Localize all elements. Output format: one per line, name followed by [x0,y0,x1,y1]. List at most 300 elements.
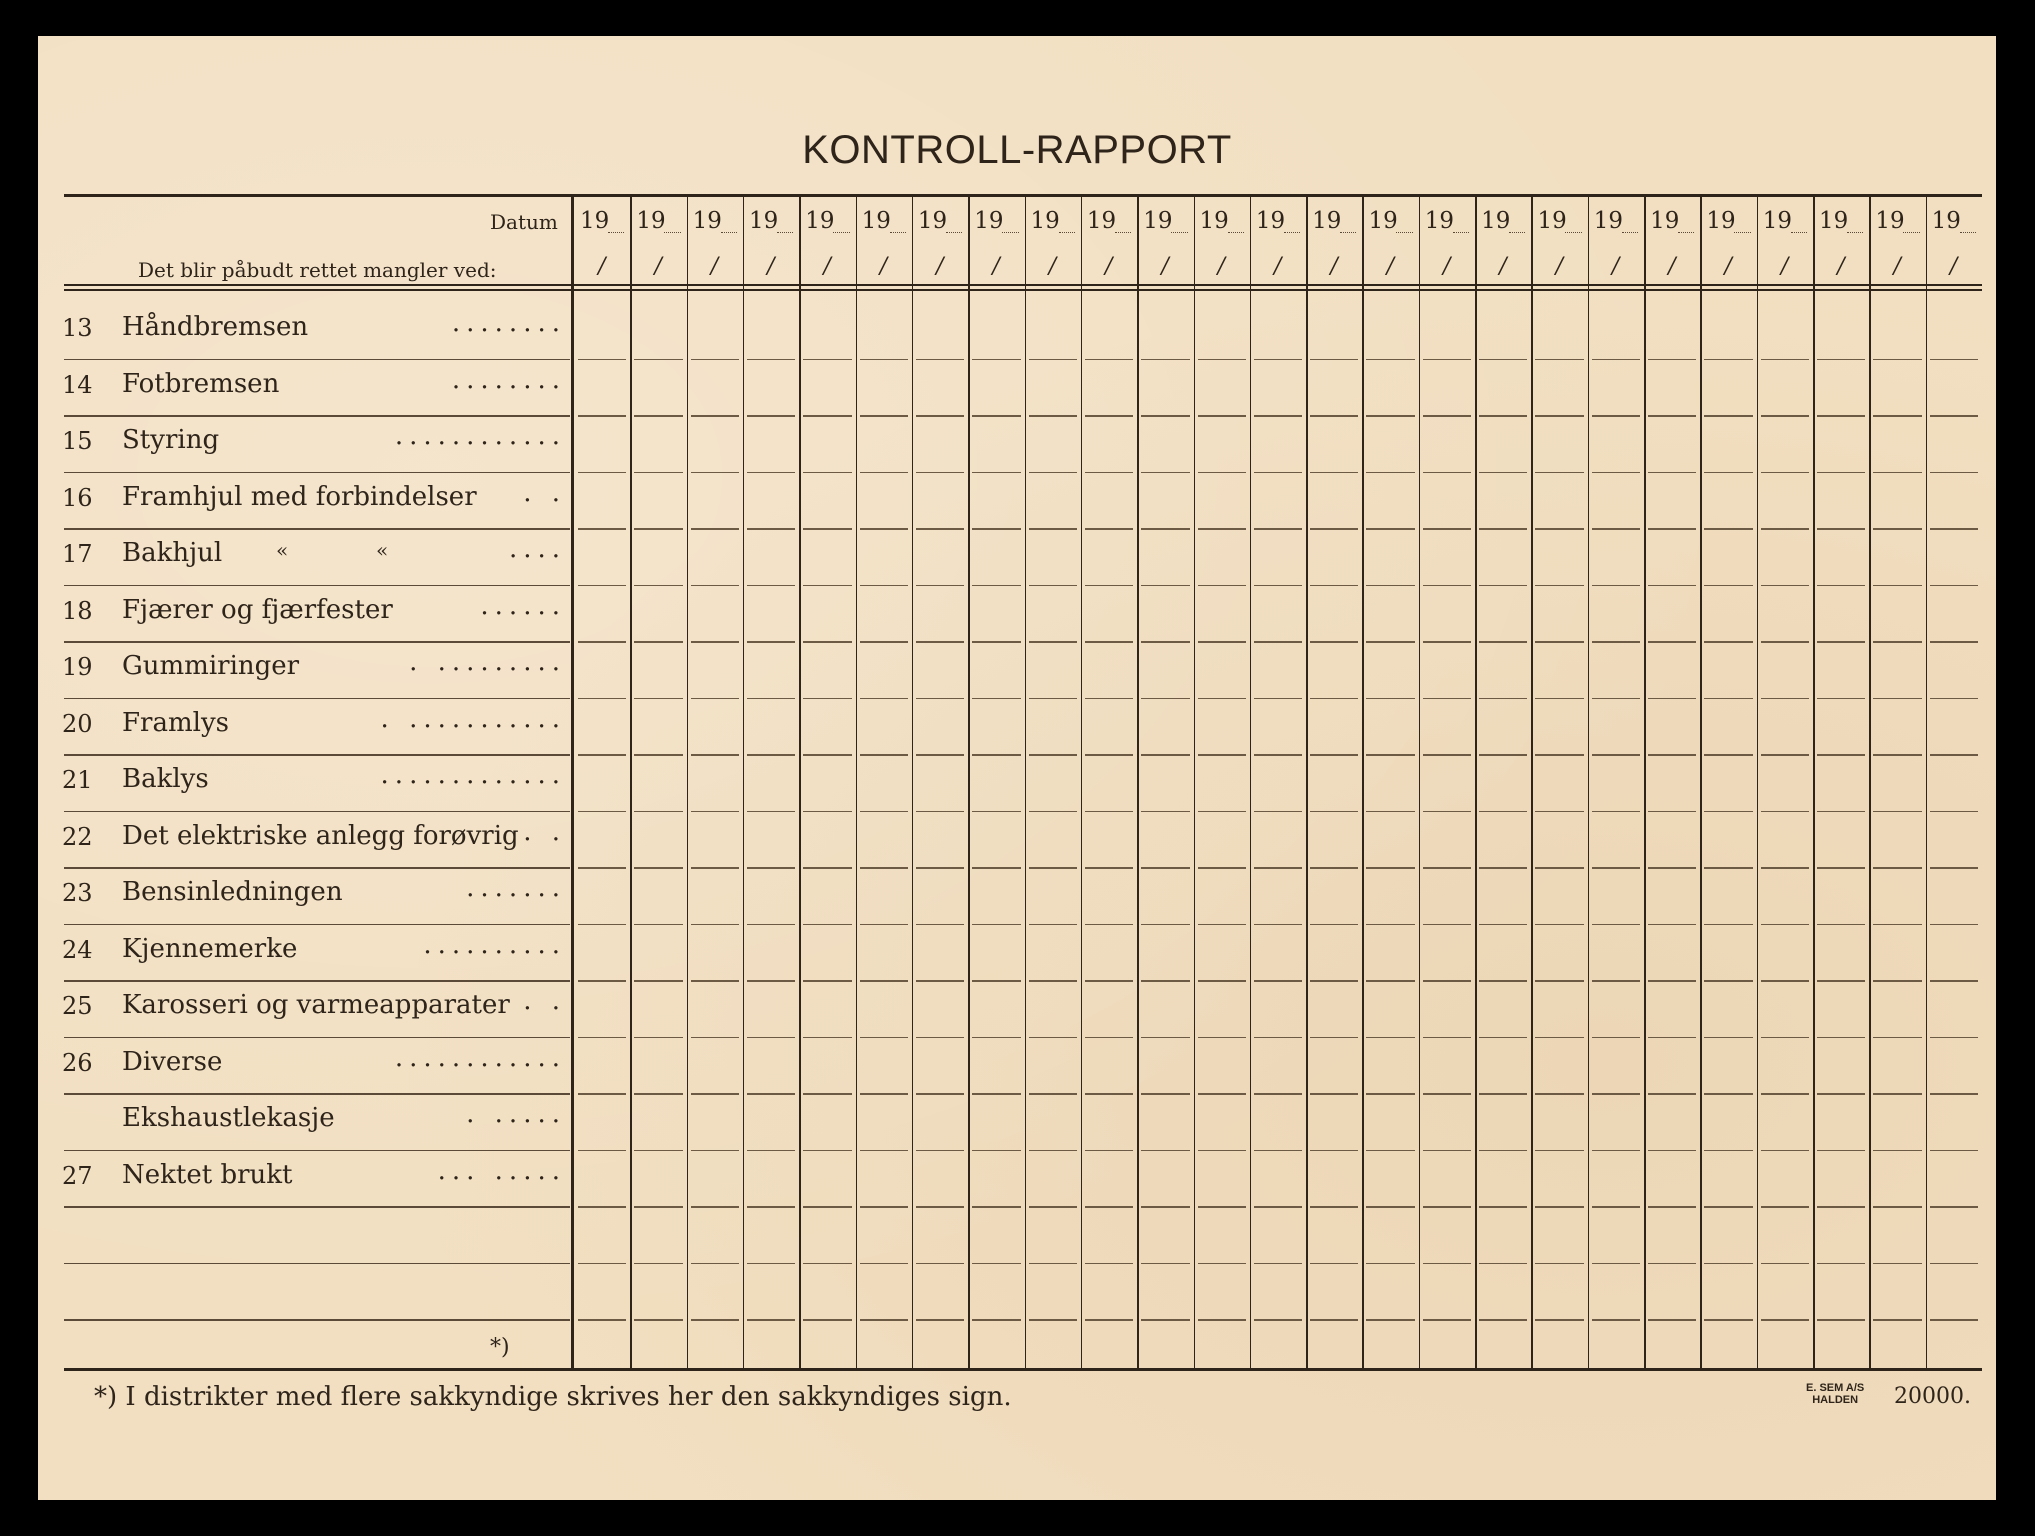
cell-rule [1198,811,1246,813]
cell-rule [634,1263,682,1265]
cell-rule [1930,1319,1978,1321]
cell-rule [1479,528,1527,530]
row-label: Bakhjul [122,538,223,568]
year-blank[interactable] [833,232,849,233]
top-rule [64,194,1982,197]
year-blank[interactable] [1171,232,1187,233]
cell-rule [972,754,1020,756]
cell-rule [1930,359,1978,361]
cell-rule [1479,698,1527,700]
cell-rule [972,1206,1020,1208]
cell-rule [1029,528,1077,530]
cell-rule [1141,359,1189,361]
year-prefix: 19 [580,208,610,234]
cell-rule [1423,472,1471,474]
cell-rule [634,698,682,700]
cell-rule [747,585,795,587]
cell-rule [747,924,795,926]
cell-rule [1479,1037,1527,1039]
cell-rule [1423,585,1471,587]
date-column-divider [1813,196,1815,1368]
cell-rule [1310,1093,1358,1095]
cell-rule [691,528,739,530]
row-number: 15 [62,427,93,455]
cell-rule [1817,867,1865,869]
year-blank[interactable] [1565,232,1581,233]
cell-rule [1479,1263,1527,1265]
cell-rule [1930,1150,1978,1152]
year-blank[interactable] [1059,232,1075,233]
row-label: Det elektriske anlegg forøvrig [122,820,519,851]
cell-rule [1479,1206,1527,1208]
year-prefix: 19 [636,208,666,234]
date-column-divider [1588,196,1590,1368]
cell-rule [1198,1037,1246,1039]
cell-rule [1592,867,1640,869]
leader-dots: . . [523,986,566,1016]
cell-rule [578,867,626,869]
cell-rule [860,980,908,982]
cell-rule [1085,415,1133,417]
cell-rule [1254,811,1302,813]
cell-rule [1761,585,1809,587]
cell-rule [1930,472,1978,474]
cell-rule [1366,359,1414,361]
cell-rule [1930,641,1978,643]
cell-rule [1423,359,1471,361]
date-separator: / [1499,254,1507,279]
cell-rule [1198,754,1246,756]
cell-rule [1648,754,1696,756]
cell-rule [578,585,626,587]
cell-rule [1423,1319,1471,1321]
cell-rule [1535,867,1583,869]
cell-rule [860,754,908,756]
cell-rule [691,472,739,474]
year-prefix: 19 [1199,208,1229,234]
cell-rule [578,641,626,643]
year-prefix: 19 [1875,208,1905,234]
cell-rule [691,811,739,813]
cell-rule [1029,1319,1077,1321]
year-prefix: 19 [1819,208,1849,234]
year-prefix: 19 [692,208,722,234]
cell-rule [1029,1037,1077,1039]
cell-rule [1310,641,1358,643]
cell-rule [634,585,682,587]
cell-rule [1704,924,1752,926]
cell-rule [1366,641,1414,643]
cell-rule [634,754,682,756]
cell-rule [634,359,682,361]
cell-rule [1817,811,1865,813]
cell-rule [1930,811,1978,813]
cell-rule [1254,1150,1302,1152]
cell-rule [1254,754,1302,756]
date-column-divider [1419,196,1421,1368]
cell-rule [1366,1093,1414,1095]
date-separator: / [879,254,888,279]
cell-rule [1366,472,1414,474]
cell-rule [1930,980,1978,982]
cell-rule [1761,1263,1809,1265]
cell-rule [1873,585,1921,587]
cell-rule [1310,867,1358,869]
cell-rule [1141,415,1189,417]
year-blank[interactable] [1396,232,1412,233]
cell-rule [1479,811,1527,813]
cell-rule [1310,754,1358,756]
cell-rule [1479,415,1527,417]
year-prefix: 19 [861,208,891,234]
cell-rule [1254,924,1302,926]
date-column-divider [1644,196,1646,1368]
cell-rule [1141,1263,1189,1265]
cell-rule [803,924,851,926]
row-rule [64,585,570,587]
cell-rule [1873,924,1921,926]
cell-rule [1198,924,1246,926]
date-separator: / [767,254,775,279]
cell-rule [1029,754,1077,756]
cell-rule [1141,754,1189,756]
cell-rule [634,1037,682,1039]
cell-rule [1817,924,1865,926]
label-column-divider [571,196,574,1368]
cell-rule [1761,641,1809,643]
date-separator: / [1949,254,1958,279]
cell-rule [1592,1206,1640,1208]
cell-rule [1817,1263,1865,1265]
leader-dots: ...... [480,590,566,621]
cell-rule [1704,980,1752,982]
row-rule [64,1319,570,1321]
cell-rule [1761,415,1809,417]
cell-rule [972,359,1020,361]
cell-rule [1479,1150,1527,1152]
leader-dots: ............ [394,1042,566,1073]
cell-rule [916,811,964,813]
year-prefix: 19 [1424,208,1455,234]
year-prefix: 19 [1030,208,1060,234]
cell-rule [578,1319,626,1321]
cell-rule [1029,924,1077,926]
cell-rule [1029,1093,1077,1095]
cell-rule [916,359,964,361]
cell-rule [691,359,739,361]
cell-rule [860,641,908,643]
cell-rule [1141,585,1189,587]
cell-rule [1141,980,1189,982]
year-blank[interactable] [1847,232,1863,233]
cell-rule [803,867,851,869]
cell-rule [972,1093,1020,1095]
cell-rule [1085,924,1133,926]
cell-rule [860,1093,908,1095]
year-prefix: 19 [1537,208,1567,234]
year-prefix: 19 [1086,208,1117,234]
year-blank[interactable] [1678,232,1694,233]
cell-rule [1085,528,1133,530]
leader-dots: ........ [451,308,566,338]
year-blank[interactable] [777,232,793,233]
leader-dots: ........ [451,364,566,395]
cell-rule [578,924,626,926]
cell-rule [1873,867,1921,869]
year-blank[interactable] [721,232,737,233]
cell-rule [1141,811,1189,813]
date-separator: / [1330,254,1338,279]
year-blank[interactable] [1340,232,1356,233]
footnote: *) I distrikter med flere sakkyndige skrives her den sakkyndiges sign. [94,1382,1012,1412]
row-label: *) [490,1335,510,1360]
cell-rule [691,698,739,700]
cell-rule [747,1037,795,1039]
cell-rule [1817,1150,1865,1152]
row-number: 21 [62,766,93,794]
date-column-divider [1869,196,1871,1368]
cell-rule [1592,472,1640,474]
bottom-rule [64,1368,1982,1371]
cell-rule [1310,1150,1358,1152]
cell-rule [1029,472,1077,474]
cell-rule [1141,1206,1189,1208]
cell-rule [860,1263,908,1265]
cell-rule [1761,867,1809,869]
cell-rule [803,698,851,700]
cell-rule [1535,1037,1583,1039]
cell-rule [1930,528,1978,530]
date-separator: / [1780,254,1789,279]
row-rule [64,924,570,926]
year-blank[interactable] [664,232,680,233]
cell-rule [578,754,626,756]
cell-rule [1479,980,1527,982]
row-label: Baklys [122,764,209,794]
cell-rule [803,359,851,361]
cell-rule [634,1206,682,1208]
row-number: 17 [62,540,93,568]
cell-rule [1535,1263,1583,1265]
cell-rule [916,1206,964,1208]
row-rule [64,1263,570,1265]
cell-rule [1310,1263,1358,1265]
cell-rule [1930,1206,1978,1208]
cell-rule [1704,528,1752,530]
cell-rule [634,1319,682,1321]
year-prefix: 19 [748,208,779,234]
cell-rule [1366,924,1414,926]
cell-rule [1761,1093,1809,1095]
cell-rule [1479,1319,1527,1321]
cell-rule [1761,811,1809,813]
date-separator: / [1105,254,1113,279]
cell-rule [691,1263,739,1265]
cell-rule [1366,698,1414,700]
cell-rule [1648,528,1696,530]
year-blank[interactable] [1002,232,1018,233]
cell-rule [1085,641,1133,643]
cell-rule [1366,811,1414,813]
cell-rule [1592,415,1640,417]
cell-rule [1873,1093,1921,1095]
cell-rule [747,1093,795,1095]
cell-rule [1310,1206,1358,1208]
date-column-divider [1250,196,1252,1368]
cell-rule [1366,1150,1414,1152]
year-blank[interactable] [1228,232,1244,233]
cell-rule [1648,359,1696,361]
cell-rule [1366,1263,1414,1265]
cell-rule [860,472,908,474]
cell-rule [1704,415,1752,417]
cell-rule [1648,1263,1696,1265]
cell-rule [1704,641,1752,643]
date-column-divider [968,196,970,1368]
cell-rule [1366,1037,1414,1039]
cell-rule [972,867,1020,869]
row-number: 24 [62,935,93,964]
cell-rule [972,585,1020,587]
cell-rule [1085,1263,1133,1265]
cell-rule [803,1319,851,1321]
year-prefix: 19 [1931,208,1961,234]
cell-rule [691,924,739,926]
cell-rule [1592,641,1640,643]
cell-rule [1423,1037,1471,1039]
cell-rule [634,528,682,530]
date-separator: / [1893,254,1901,279]
cell-rule [916,641,964,643]
cell-rule [1423,924,1471,926]
cell-rule [1254,359,1302,361]
cell-rule [1198,585,1246,587]
cell-rule [634,415,682,417]
cell-rule [803,472,851,474]
cell-rule [916,1263,964,1265]
year-blank[interactable] [890,232,906,233]
year-blank[interactable] [1734,232,1750,233]
cell-rule [1310,359,1358,361]
row-rule [64,641,570,643]
cell-rule [1817,415,1865,417]
cell-rule [578,359,626,361]
cell-rule [1817,1206,1865,1208]
cell-rule [1254,698,1302,700]
cell-rule [1254,980,1302,982]
cell-rule [1029,867,1077,869]
year-prefix: 19 [1593,208,1624,234]
row-number: 27 [62,1161,93,1190]
year-blank[interactable] [1903,232,1919,233]
cell-rule [1085,867,1133,869]
cell-rule [1310,415,1358,417]
cell-rule [1198,698,1246,700]
cell-rule [1592,698,1640,700]
row-rule [64,1150,570,1152]
cell-rule [747,867,795,869]
cell-rule [1423,1150,1471,1152]
cell-rule [1423,1093,1471,1095]
date-column-divider [1926,196,1928,1368]
leader-dots: .... [508,534,566,564]
cell-rule [1254,415,1302,417]
cell-rule [1817,472,1865,474]
cell-rule [1930,1037,1978,1039]
cell-rule [634,641,682,643]
cell-rule [634,980,682,982]
cell-rule [747,1150,795,1152]
ditto-mark: « [376,538,389,562]
cell-rule [578,698,626,700]
cell-rule [1704,1263,1752,1265]
date-column-divider [1306,196,1308,1368]
date-column-divider [1531,196,1533,1368]
cell-rule [1648,1037,1696,1039]
cell-rule [860,1150,908,1152]
cell-rule [1029,641,1077,643]
cell-rule [747,1263,795,1265]
date-column-divider [1700,196,1702,1368]
year-blank[interactable] [1791,232,1807,233]
cell-rule [1535,585,1583,587]
cell-rule [1873,359,1921,361]
year-blank[interactable] [1115,232,1131,233]
cell-rule [1085,698,1133,700]
header-rule-1 [64,284,1982,286]
year-blank[interactable] [608,232,624,233]
leader-dots: . ........... [380,703,566,734]
cell-rule [1648,867,1696,869]
printer-line-1: E. SEM A/S [1806,1382,1865,1394]
date-separator: / [1386,254,1395,279]
cell-rule [1254,1093,1302,1095]
cell-rule [1873,811,1921,813]
cell-rule [972,1263,1020,1265]
row-rule [64,1206,570,1208]
year-blank[interactable] [1284,232,1300,233]
cell-rule [1198,641,1246,643]
cell-rule [1141,1319,1189,1321]
date-separator: / [1555,254,1564,279]
date-separator: / [1611,254,1620,279]
year-blank[interactable] [1453,232,1469,233]
cell-rule [916,585,964,587]
year-blank[interactable] [946,232,962,233]
cell-rule [691,1093,739,1095]
year-blank[interactable] [1960,232,1976,233]
cell-rule [916,867,964,869]
cell-rule [803,1206,851,1208]
cell-rule [1648,415,1696,417]
row-rule [64,811,570,813]
cell-rule [1761,698,1809,700]
printer-mark [1806,1382,1864,1406]
cell-rule [972,1037,1020,1039]
cell-rule [1648,1319,1696,1321]
cell-rule [1873,1037,1921,1039]
year-blank[interactable] [1509,232,1525,233]
cell-rule [1198,1319,1246,1321]
row-rule [64,359,570,361]
year-blank[interactable] [1622,232,1638,233]
cell-rule [972,1150,1020,1152]
cell-rule [1423,811,1471,813]
cell-rule [1310,1037,1358,1039]
cell-rule [691,585,739,587]
inspection-card [38,36,1996,1500]
cell-rule [803,754,851,756]
